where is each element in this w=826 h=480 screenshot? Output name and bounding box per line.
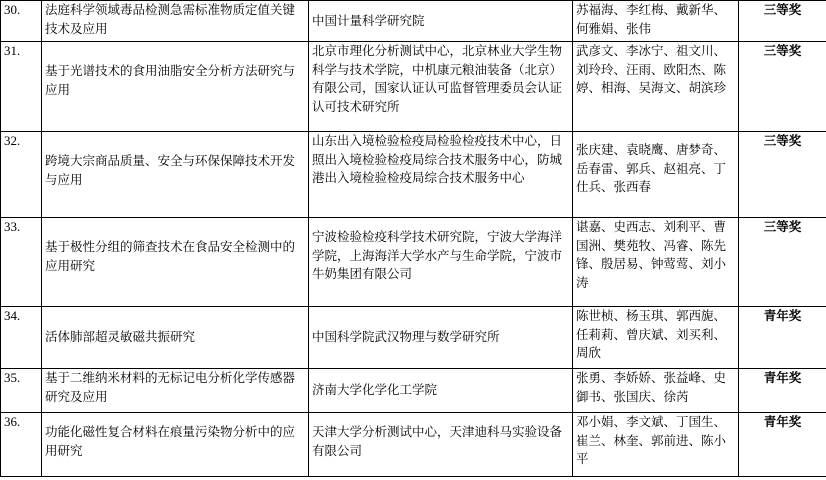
completing-people: 谌嘉、史西志、刘利平、曹国洲、樊苑牧、冯睿、陈先锋、殷居易、钟莺莺、刘小涛 <box>573 218 739 307</box>
award-level: 三等奖 <box>739 1 826 42</box>
row-number: 36. <box>1 413 42 477</box>
completing-people: 陈世桢、杨玉琪、郭西旎、任莉莉、曾庆斌、刘买利、周欣 <box>573 307 739 369</box>
project-title: 功能化磁性复合材料在痕量污染物分析中的应用研究 <box>42 413 309 477</box>
completing-people: 张庆建、袁晓鹰、唐梦奇、岳春雷、郭兵、赵祖亮、丁仕兵、张西春 <box>573 132 739 218</box>
award-level: 青年奖 <box>739 369 826 413</box>
row-number: 31. <box>1 42 42 132</box>
completing-people: 邓小娟、李文斌、丁国生、崔兰、林奎、郭前进、陈小平 <box>573 413 739 477</box>
award-level: 三等奖 <box>739 132 826 218</box>
table-row <box>1 132 826 218</box>
completing-people: 苏福海、李红梅、戴新华、何雅娟、张伟 <box>573 1 739 42</box>
row-number: 30. <box>1 1 42 42</box>
completing-unit: 中国计量科学研究院 <box>309 1 573 42</box>
table-row <box>1 413 826 477</box>
table-row <box>1 1 826 42</box>
table-row <box>1 218 826 307</box>
table-row <box>1 369 826 413</box>
completing-unit: 宁波检验检疫科学技术研究院，宁波大学海洋学院，上海海洋大学水产与生命学院，宁波市牛奶集团有限公司 <box>309 218 573 307</box>
table-row <box>1 307 826 369</box>
completing-unit: 北京市理化分析测试中心，北京林业大学生物科学与技术学院，中机康元粮油装备（北京）有限公司，国家认证认可监督管理委员会认证认可技术研究所 <box>309 42 573 132</box>
completing-unit: 济南大学化学化工学院 <box>309 369 573 413</box>
project-title: 基于极性分组的筛查技术在食品安全检测中的应用研究 <box>42 218 309 307</box>
row-number: 32. <box>1 132 42 218</box>
row-number: 34. <box>1 307 42 369</box>
project-title: 基于二维纳米材料的无标记电分析化学传感器研究及应用 <box>42 369 309 413</box>
completing-unit: 山东出入境检验检疫局检验检疫技术中心，日照出入境检验检疫局综合技术服务中心，防城港出入境检验检疫局综合技术服务中心 <box>309 132 573 218</box>
completing-unit: 天津大学分析测试中心，天津迪科马实验设备有限公司 <box>309 413 573 477</box>
row-number: 35. <box>1 369 42 413</box>
project-title: 活体肺部超灵敏磁共振研究 <box>42 307 309 369</box>
award-level: 三等奖 <box>739 218 826 307</box>
award-level: 三等奖 <box>739 42 826 132</box>
award-level: 青年奖 <box>739 413 826 477</box>
completing-people: 张勇、李娇娇、张益峰、史御书、张国庆、徐芮 <box>573 369 739 413</box>
project-title: 跨境大宗商品质量、安全与环保保障技术开发与应用 <box>42 132 309 218</box>
table-row <box>1 42 826 132</box>
project-title: 法庭科学领域毒品检测急需标准物质定值关键技术及应用 <box>42 1 309 42</box>
completing-people: 武彦文、李冰宁、祖文川、刘玲玲、汪雨、欧阳杰、陈婷、相海、吴海文、胡滨珍 <box>573 42 739 132</box>
row-number: 33. <box>1 218 42 307</box>
project-title: 基于光谱技术的食用油脂安全分析方法研究与应用 <box>42 42 309 132</box>
award-level: 青年奖 <box>739 307 826 369</box>
completing-unit: 中国科学院武汉物理与数学研究所 <box>309 307 573 369</box>
